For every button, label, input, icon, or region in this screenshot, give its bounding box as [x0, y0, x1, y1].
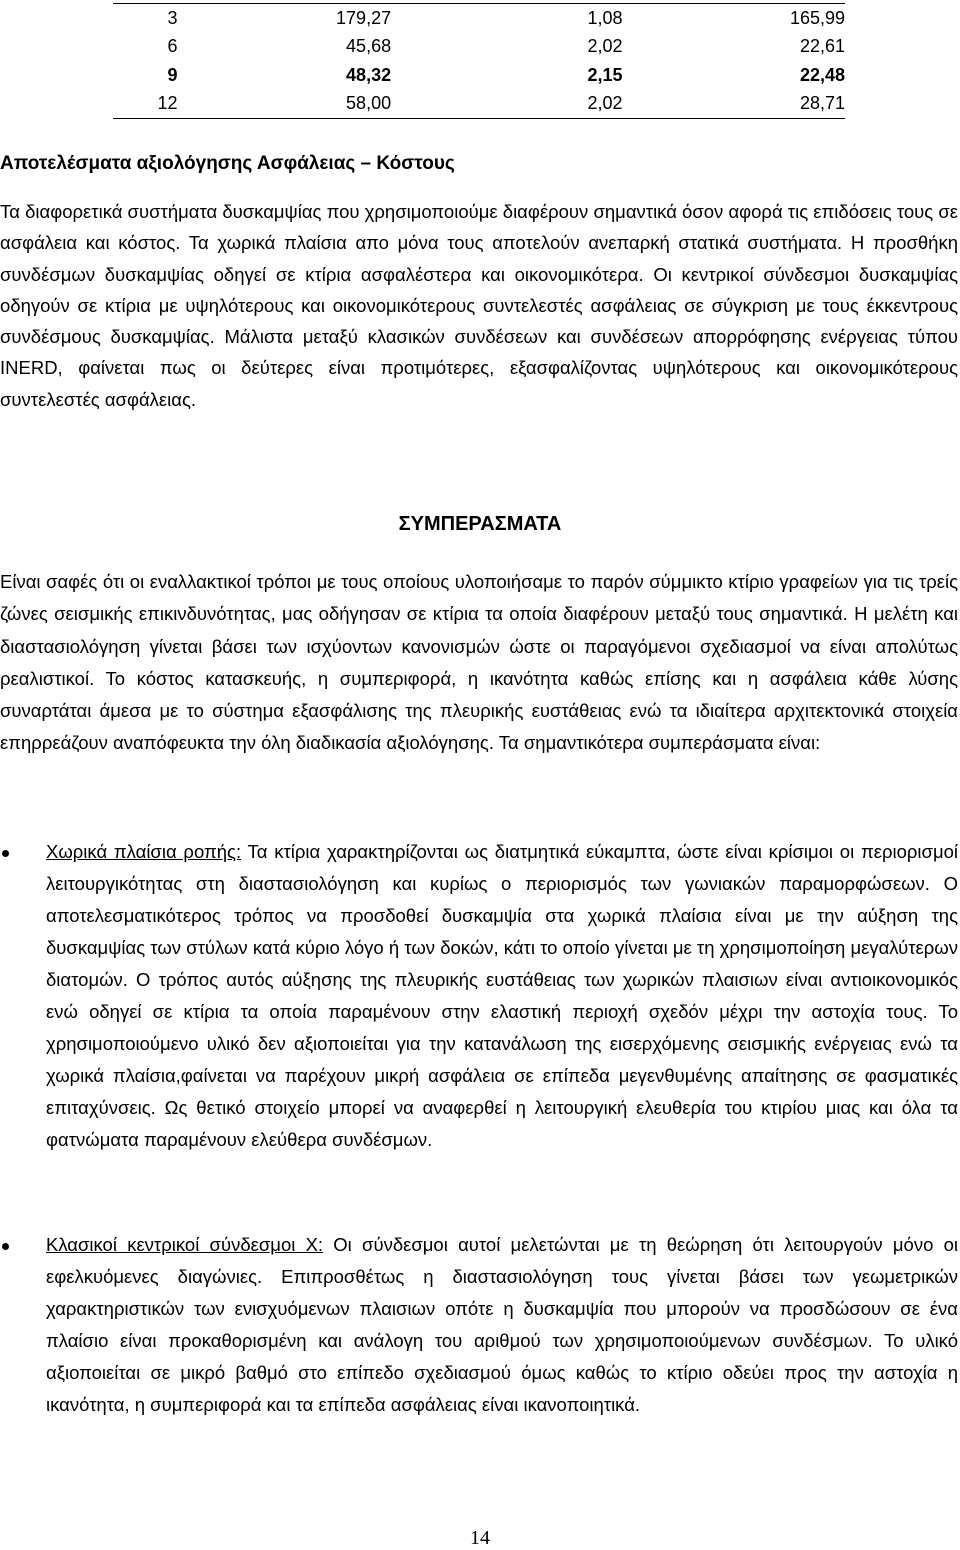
table-cell: 6: [167, 36, 178, 57]
table-cell: 1,08: [587, 7, 623, 28]
list-item-text: [46, 836, 958, 1156]
list-item-body: Τα κτίρια χαρακτηρίζονται ως διατμητικά εύκαμπτα, ώστε είναι κρίσιμοι οι περιορισμοί λειτουργικότητας στη διαστασιολόγηση και κυρίως ο περιορισμός των γωνιακών παραμορφώσεων. Ο αποτελεσματικότερος τρόπος να προσδοθεί δυσκαμψία στα χωρικά πλαίσια είναι με την αύξηση της δυσκαμψίας των στύλων κατά κύριο λόγο ή των δοκών, κάτι το οποίο γίνεται με τη χρησιμοποίηση μεγαλύτερων διατομών. Ο τρόπος αυτός αύξησης της πλευρικής ευστάθειας των χωρικών πλαισιων είναι αντιοικονομικός ενώ οδηγεί σε κτίρια τα οποία παραμένουν στην ελαστική περιοχή σχεδόν μέχρι την αστοχία τους. Το χρησιμοποιούμενο υλικό δεν αξιοποιείται για την κατανάλωση της εισερχόμενης σεισμικής ενέργειας ενώ τα χωρικά πλαίσια,φαίνεται να παρέχουν μικρή ασφάλεια σε επίπεδα μεγενθυμένης απαίτησης σε φασματικές επιταχύνσεις. Ως θετικό στοιχείο μπορεί να αναφερθεί η λειτουργική ελευθερία του κτιρίου μιας και όλα τα φατνώματα παραμένουν ελεύθερα συνδέσμων.: [46, 841, 958, 1150]
table-row: [113, 4, 845, 33]
table-cell: 12: [157, 93, 178, 114]
table-cell: 45,68: [346, 36, 392, 57]
table-cell: 22,61: [799, 36, 845, 57]
table-cell: 2,15: [587, 64, 623, 85]
table-cell: 165,99: [789, 7, 845, 28]
list-item-text: [46, 1229, 958, 1421]
conclusions-paragraph: Είναι σαφές ότι οι εναλλακτικοί τρόποι με τους οποίους υλοποιήσαμε το παρόν σύμμικτο κτίριο γραφείων για τις τρείς ζώνες σεισμικής επικινδυνότητας, μας οδήγησαν σε κτίρια τα οποία διαφέρουν μεταξύ τους σημαντικά. Η μελέτη και διαστασιολόγηση γίνεται βάσει των ισχύοντων κανονισμών ώστε οι παραγόμενοι σχεδιασμοί να είναι απολύτως ρεαλιστικοί. Το κόστος κατασκευής, η συμπεριφορά, η ικανότητα καθώς επίσης και η ασφάλεια κάθε λύσης συναρτάται άμεσα με το σύστημα εξασφάλισης της πλευρικής ευστάθειας ενώ τα ιδιαίτερα αρχιτεκτονικά στοιχεία επηρρεάζουν αναπόφευκτα την όλη διαδικασία αξιολόγησης. Τα σημαντικότερα συμπεράσματα είναι:: [0, 571, 958, 754]
page-number: 14: [470, 1527, 490, 1549]
table-row: [113, 33, 845, 62]
list-item-body: Οι σύνδεσμοι αυτοί μελετώνται με τη θεώρηση ότι λειτουργούν μόνο οι εφελκυόμενες διαγώνιες. Επιπροσθέτως η διαστασιολόγηση τους γίνεται βάσει των γεωμετρικών χαρακτηριστικών των ενισχυόμενων πλαισιων οπότε η δυσκαμψία που μπορούν να προσδώσουν σε ένα πλαίσιο είναι προκαθορισμένη και ανάλογη του αριθμού των χρησιμοποιούμενων συνδέσμων. Το υλικό αξιοποιείται σε μικρό βαθμό στο επίπεδο σχεδιασμού όμως καθώς το κτίριο οδεύει προς την αστοχία η ικανότητα, η συμπεριφορά και τα επίπεδα ασφάλειας είναι ικανοποιητικά.: [46, 1234, 959, 1415]
results-paragraph: Τα διαφορετικά συστήματα δυσκαμψίας που χρησιμοποιούμε διαφέρουν σημαντικά όσον αφορά τις επιδόσεις τους σε ασφάλεια και κόστος. Τα χωρικά πλαίσια απο μόνα τους αποτελούν ανεπαρκή στατικά συστήματα. Η προσθήκη συνδέσμων δυσκαμψίας οδηγεί σε κτίρια ασφαλέστερα και οικονομικότερα. Οι κεντρικοί σύνδεσμοι δυσκαμψίας οδηγούν σε κτίρια με υψηλότερους και οικονομικότερους συντελεστές ασφάλειας σε σύγκριση με τους έκκεντρους συνδέσμους δυσκαμψίας. Μάλιστα μεταξύ κλασικών συνδέσεων και συνδέσεων απορρόφησης ενέργειας τύπου INERD, φαίνεται πως οι δεύτερες είναι προτιμότερες, εξασφαλίζοντας υψηλότερους και οικονομικότερους συντελεστές ασφάλειας.: [0, 201, 958, 410]
table-cell: 28,71: [799, 93, 845, 114]
table-cell: 2,02: [587, 93, 623, 114]
bullet-icon: [2, 1243, 9, 1250]
table-cell: 3: [167, 7, 178, 28]
table-cell: 58,00: [346, 93, 392, 114]
table-row-highlighted: [113, 61, 845, 90]
table-bottom-rule: [113, 118, 845, 119]
table-cell: 2,02: [587, 36, 623, 57]
table-cell: 179,27: [336, 7, 392, 28]
bullet-icon: [2, 850, 9, 857]
table-cell: 22,48: [799, 64, 845, 85]
table-row: [113, 90, 845, 119]
results-heading: Αποτελέσματα αξιολόγησης Ασφάλειας – Κόστους: [0, 153, 455, 174]
list-item-term: Χωρικά πλαίσια ροπής:: [46, 841, 242, 862]
results-table: [113, 4, 845, 118]
table-cell: 48,32: [346, 64, 392, 85]
conclusions-title: ΣΥΜΠΕΡΑΣΜΑΤΑ: [398, 513, 562, 535]
list-item-term: Κλασικοί κεντρικοί σύνδεσμοι Χ:: [46, 1234, 324, 1255]
table-cell: 9: [167, 64, 178, 85]
